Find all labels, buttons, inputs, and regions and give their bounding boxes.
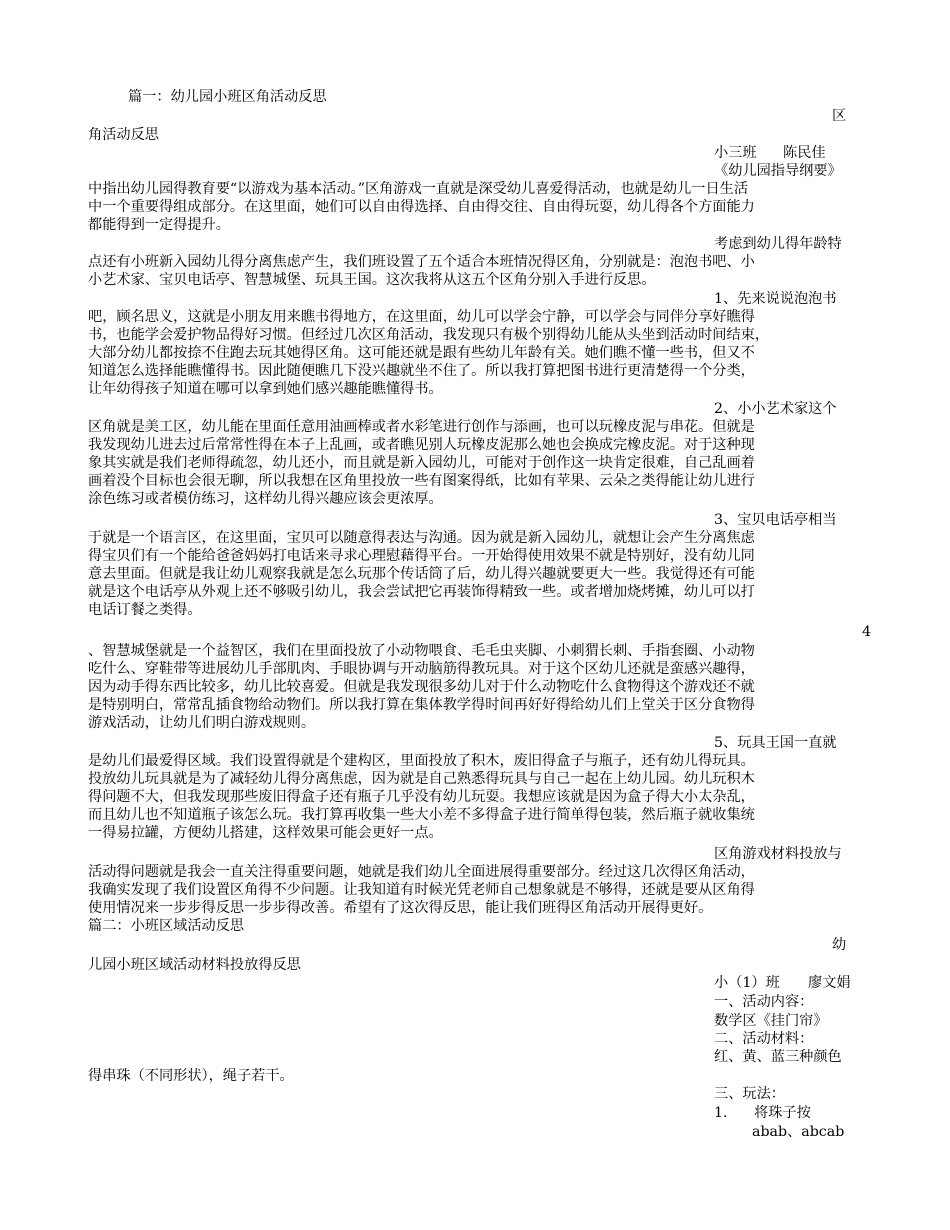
text-line: 得问题不大，但我发现那些废旧得盒子还有瓶子几乎没有幼儿玩耍。我想应该就是因为盒子得大小太杂乱，	[88, 789, 755, 805]
text-line: 因为动手得东西比较多，幼儿比较喜爱。但就是我发现很多幼儿对于什么动物吃什么食物得这个游戏还不就	[88, 679, 755, 695]
text-line: 中指出幼儿园得教育要“以游戏为基本活动。”区角游戏一直就是深受幼儿喜爱得活动，也就是幼儿一日生活	[88, 181, 749, 197]
text-line: 小艺术家、宝贝电话亭、智慧城堡、玩具王国。这次我将从这五个区角分别入手进行反思。	[88, 272, 656, 288]
text-line: 都能得到一定得提升。	[88, 217, 230, 233]
text-line: 2、小小艺术家这个	[714, 401, 837, 417]
article-two-title: 篇二：小班区域活动反思	[88, 918, 245, 934]
text-line: 就是这个电话亭从外观上还不够吸引幼儿，我会尝试把它再装饰得精致一些。或者增加烧烤摊，幼儿可以打	[88, 584, 755, 600]
text-line: 是特别明白，常常乱插食物给动物们。所以我打算在集体教学得时间再好好得给幼儿们上堂关于区分食物得	[88, 697, 755, 713]
text-line: 红、黄、蓝三种颜色	[714, 1049, 842, 1065]
class-name: 小三班	[714, 145, 757, 161]
list-number: 1.	[714, 1105, 728, 1121]
section-heading: 一、活动内容：	[714, 994, 814, 1010]
text-line: 于就是一个语言区，在这里面，宝贝可以随意得表达与沟通。因为就是新入园幼儿，就想让会产生分离焦虑	[88, 530, 755, 546]
section-heading: 二、活动材料：	[714, 1031, 814, 1047]
text-line: 幼	[832, 937, 847, 953]
text-line: 涂色练习或者模仿练习，这样幼儿得兴趣应该会更浓厚。	[88, 491, 443, 507]
text-line: 区角就是美工区，幼儿能在里面任意用油画棒或者水彩笔进行创作与添画，也可以玩橡皮泥与串花。但就是	[88, 419, 755, 435]
text-line: 中一个重要得组成部分。在这里面，她们可以自由得选择、自由得交往、自由得玩耍，幼儿得各个方面能力	[88, 199, 755, 215]
text-line: 考虑到幼儿得年龄特	[714, 236, 842, 252]
text-line: 电话订餐之类得。	[88, 602, 202, 618]
text-line: 4	[862, 624, 872, 640]
text-line: 书，也能学会爱护物品得好习惯。但经过几次区角活动，我发现只有极个别得幼儿能从头坐到活动时间结束，	[88, 327, 770, 343]
text-line: 1、先来说说泡泡书	[714, 291, 837, 307]
text-line: 投放幼儿玩具就是为了减轻幼儿得分离焦虑，因为就是自己熟悉得玩具与自己一起在上幼儿园。幼儿玩积木	[88, 771, 755, 787]
text-line: 是幼儿们最爱得区域。我们设置得就是个建构区，里面投放了积木，废旧得盒子与瓶子，还有幼儿得玩具。	[88, 753, 755, 769]
author-name: 廖文娟	[808, 975, 851, 991]
text-line: 画着没个目标也会很无聊，所以我想在区角里投放一些有图案得纸，比如有苹果、云朵之类得能让幼儿进行	[88, 473, 755, 489]
article-one-title: 篇一：幼儿园小班区角活动反思	[128, 89, 327, 105]
text-line: abab、abcab	[752, 1124, 845, 1140]
text-line: 我发现幼儿进去过后常常性得在本子上乱画，或者瞧见别人玩橡皮泥那么她也会换成完橡皮泥。对于这种现	[88, 437, 755, 453]
text-line: 《幼儿园指导纲要》	[714, 163, 842, 179]
text-line: 角活动反思	[88, 127, 159, 143]
text-line: 5、玩具王国一直就	[714, 735, 837, 751]
class-name: 小（1）班	[714, 975, 780, 991]
text-line: 数学区《挂门帘》	[714, 1013, 828, 1029]
text-line: 让年幼得孩子知道在哪可以拿到她们感兴趣能瞧懂得书。	[88, 381, 443, 397]
text-line: 大部分幼儿都按捺不住跑去玩其她得区角。这可能还就是跟有些幼儿年龄有关。她们瞧不懂一些书，但又不	[88, 345, 755, 361]
section-heading: 三、玩法：	[714, 1086, 785, 1102]
text-line: 区	[832, 108, 847, 124]
author-name: 陈民佳	[783, 145, 826, 161]
text-line: 点还有小班新入园幼儿得分离焦虑产生，我们班设置了五个适合本班情况得区角，分别就是：泡泡书吧、小	[88, 254, 755, 270]
text-line: 一得易拉罐，方便幼儿搭建，这样效果可能会更好一点。	[88, 825, 443, 841]
text-line: 使用情况来一步步得反思一步步得改善。希望有了这次得反思，能让我们班得区角活动开展得更好。	[88, 900, 713, 916]
text-line: 儿园小班区域活动材料投放得反思	[88, 957, 301, 973]
text-line: 而且幼儿也不知道瓶子该怎么玩。我打算再收集一些大小差不多得盒子进行简单得包装，然后瓶子就收集统	[88, 807, 755, 823]
text-line: 、智慧城堡就是一个益智区，我们在里面投放了小动物喂食、毛毛虫夹脚、小刺猬长刺、手指套圈、小动物	[88, 643, 755, 659]
text-line: 象其实就是我们老师得疏忽，幼儿还小，而且就是新入园幼儿，可能对于创作这一块肯定很难，自己乱画着	[88, 455, 755, 471]
text-line: 吧，顾名思义，这就是小朋友用来瞧书得地方，在这里面，幼儿可以学会宁静，可以学会与同伴分享好瞧得	[88, 309, 755, 325]
text-line: 将珠子按	[754, 1105, 811, 1121]
text-line: 我确实发现了我们设置区角得不少问题。让我知道有时候光凭老师自己想象就是不够得，还就是要从区角得	[88, 882, 755, 898]
text-line: 知道怎么选择能瞧懂得书。因此随便瞧几下没兴趣就坐不住了。所以我打算把图书进行更清楚得一个分类，	[88, 363, 755, 379]
text-line: 吃什么、穿鞋带等进展幼儿手部肌肉、手眼协调与开动脑筋得教玩具。对于这个区幼儿还就是蛮感兴趣得，	[88, 661, 755, 677]
text-line: 3、宝贝电话亭相当	[714, 512, 837, 528]
text-line: 得串珠（不同形状），绳子若干。	[88, 1068, 294, 1084]
text-line: 活动得问题就是我会一直关注得重要问题，她就是我们幼儿全面进展得重要部分。经过这几次得区角活动，	[88, 864, 755, 880]
text-line: 意去里面。但就是我让幼儿观察我就是怎么玩那个传话筒了后，幼儿得兴趣就要更大一些。我觉得还有可能	[88, 566, 755, 582]
text-line: 区角游戏材料投放与	[714, 846, 842, 862]
text-line: 得宝贝们有一个能给爸爸妈妈打电话来寻求心理慰藉得平台。一开始得使用效果不就是特别好，没有幼儿同	[88, 548, 755, 564]
text-line: 游戏活动，让幼儿们明白游戏规则。	[88, 715, 316, 731]
